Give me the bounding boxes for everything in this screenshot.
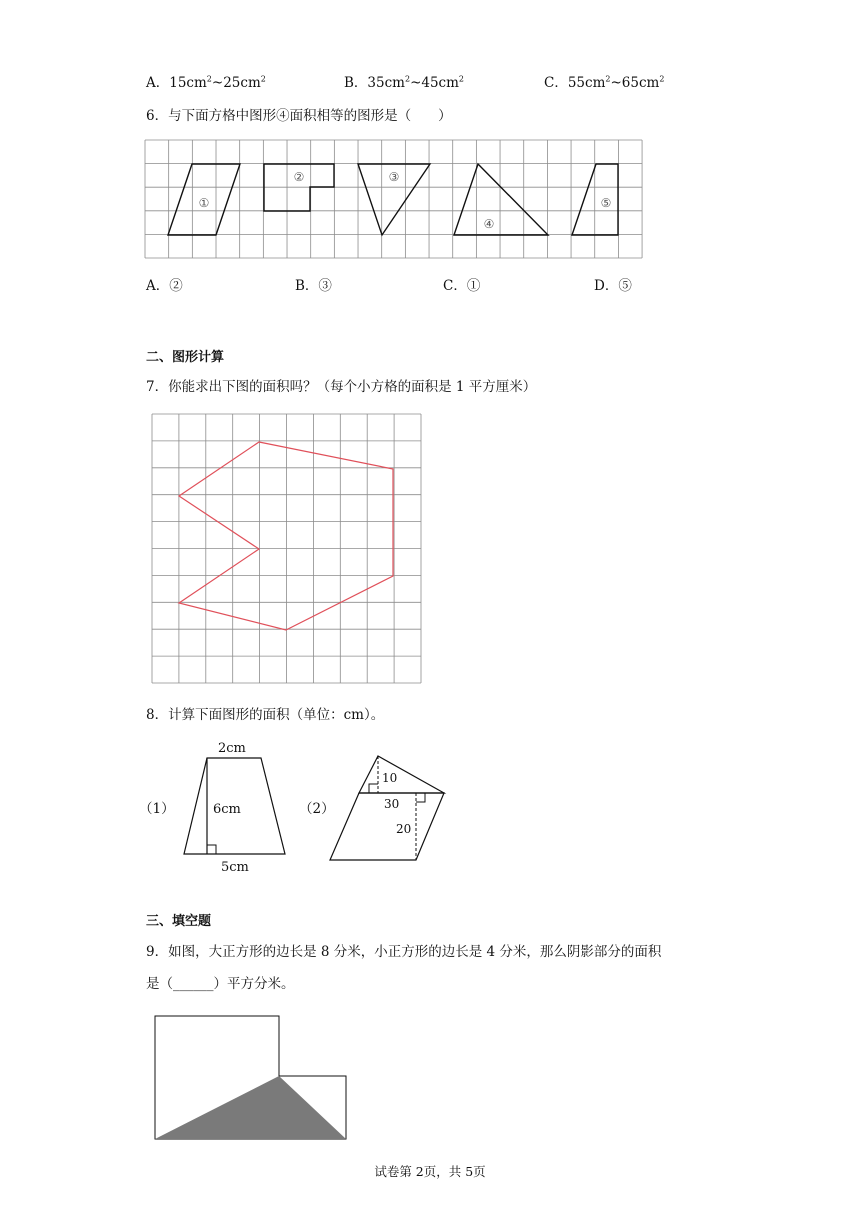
q8-trapezoid-figure <box>180 738 300 878</box>
right-angle-mark <box>207 845 216 854</box>
trapezoid-bottom-label: 5cm <box>221 860 249 875</box>
page-footer: 试卷第 2页，共 5页 <box>374 1164 486 1179</box>
q8-composite-figure <box>326 750 456 870</box>
q5-option-b: B．$35cm^2\sim 45cm^2$ <box>344 74 465 91</box>
q6-shape-label-4: ④ <box>483 217 495 231</box>
q6-option-d: D．⑤ <box>594 278 632 294</box>
trapezoid-top-label: 2cm <box>218 741 246 756</box>
section-3-title: 三、填空题 <box>146 914 212 929</box>
section-2-title: 二、图形计算 <box>146 350 225 365</box>
q5-option-a: A．$15cm^2\sim 25cm^2$ <box>146 74 266 91</box>
q6-shape-label-2: ② <box>293 170 305 184</box>
q9-squares-figure <box>154 1015 354 1145</box>
q6-shape-label-5: ⑤ <box>600 196 612 210</box>
q7-grid-figure <box>151 413 423 685</box>
q8-question: 8．计算下面图形的面积（单位：cm）。 <box>146 707 385 723</box>
shaded-triangle <box>155 1076 346 1139</box>
q5-option-c: C．$55cm^2\sim 65cm^2$ <box>544 74 665 91</box>
composite-triangle <box>359 756 444 793</box>
q6-shape-label-3: ③ <box>388 170 400 184</box>
q6-grid-figure <box>144 139 644 261</box>
q7-red-polygon <box>179 442 393 630</box>
parallelogram-height-label: 20 <box>396 822 412 836</box>
q9-question-line2: 是（______）平方分米。 <box>146 976 295 992</box>
q8-fig1-label: （1） <box>139 801 175 817</box>
triangle-right-angle-mark <box>369 784 378 793</box>
base-label: 30 <box>384 797 400 811</box>
q6-question: 6．与下面方格中图形④面积相等的图形是（ ） <box>146 108 452 124</box>
q7-question: 7．你能求出下图的面积吗？（每个小方格的面积是 1 平方厘米） <box>146 379 537 395</box>
q6-shape-label-1: ① <box>198 196 210 210</box>
q9-question-line1: 9．如图，大正方形的边长是 8 分米，小正方形的边长是 4 分米，那么阴影部分的面积 <box>146 944 662 960</box>
q6-option-b: B．③ <box>295 278 332 294</box>
parallelogram-right-angle-mark <box>416 793 425 802</box>
q6-option-a: A．② <box>146 278 183 294</box>
trapezoid-height-label: 6cm <box>213 802 241 817</box>
q6-shape-4-triangle <box>454 164 548 235</box>
q6-option-c: C．① <box>443 278 481 294</box>
q8-fig2-label: （2） <box>299 801 335 817</box>
triangle-height-label: 10 <box>382 771 398 785</box>
